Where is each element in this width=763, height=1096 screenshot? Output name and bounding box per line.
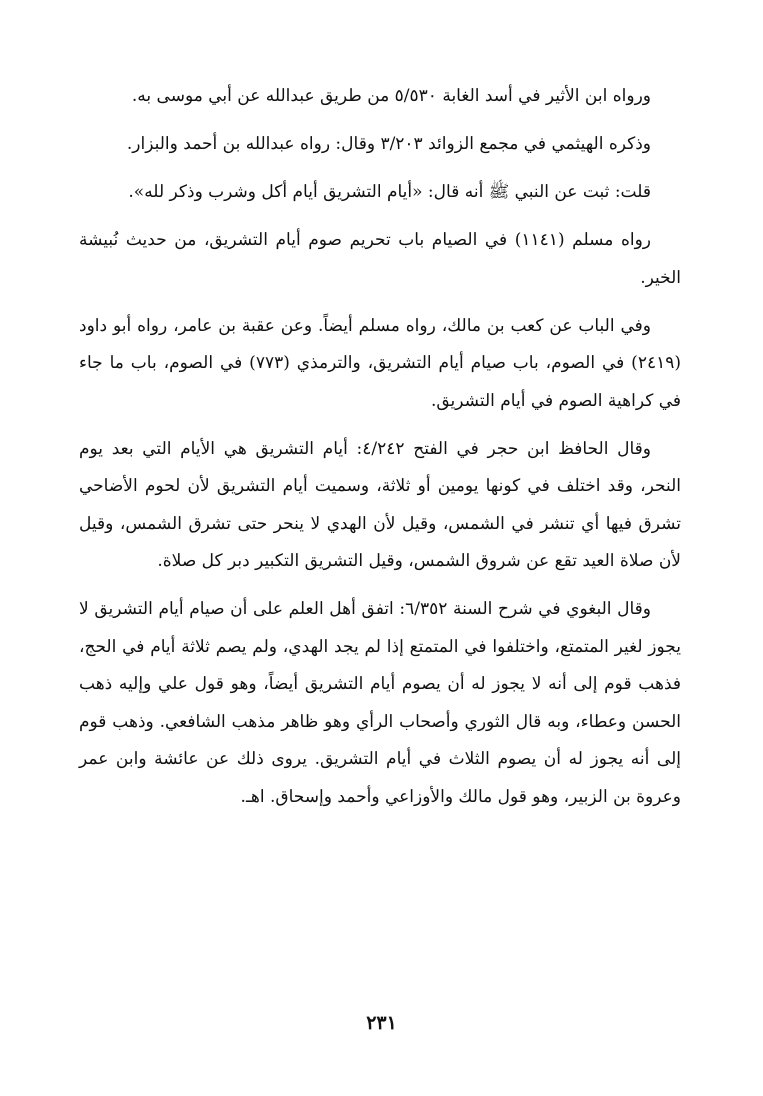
paragraph-muslim-narration: رواه مسلم (١١٤١) في الصيام باب تحريم صوم أيام التشريق، من حديث نُبيشة الخير.	[79, 230, 681, 288]
page-number: ٢٣١	[366, 1012, 397, 1034]
paragraph-ibn-hajar: وقال الحافظ ابن حجر في الفتح ٤/٢٤٢: أيام التشريق هي الأيام التي بعد يوم النحر، وقد اختلف في كونها يومين أو ثلاثة، وسميت أيام التشريق لأن لحوم الأضاحي تشرق فيها أي تنشر في الشمس، وقيل لأن الهدي لا ينحر حتى تشرق الشمس، وقيل لأن صلاة العيد تقع عن شروق الشمس، وقيل التشريق التكبير دبر كل صلاة.	[79, 438, 681, 571]
paragraph-haythami: وذكره الهيثمي في مجمع الزوائد ٣/٢٠٣ وقال: رواه عبدالله بن أحمد والبزار.	[126, 134, 651, 154]
paragraph-baghawi: وقال البغوي في شرح السنة ٦/٣٥٢: اتفق أهل العلم على أن صيام أيام التشريق لا يجوز لغير المتمتع، واختلفوا في المتمتع إذا لم يجد الهدي، ولم يصم ثلاثة أيام في الحج، فذهب قوم إلى أنه لا يجوز له أن يصوم أيام التشريق أيضاً، وهو قول علي وإليه ذهب الحسن وعطاء، وبه قال الثوري وأصحاب الرأي وهو ظاهر مذهب الشافعي. وذهب قوم إلى أنه يجوز له أن يصوم الثلاث في أيام التشريق. يروى ذلك عن عائشة وابن عمر وعروة بن الزبير، وهو قول مالك والأوزاعي وأحمد وإسحاق. اهـ.	[79, 599, 681, 807]
paragraph-ibn-al-athir: ورواه ابن الأثير في أسد الغابة ٥/٥٣٠ من طريق عبدالله عن أبي موسى به.	[131, 86, 651, 106]
paragraph-hadith-quote: قلت: ثبت عن النبي ﷺ أنه قال: «أيام التشريق أيام أكل وشرب وذكر لله».	[128, 182, 651, 202]
paragraph-related-narrations: وفي الباب عن كعب بن مالك، رواه مسلم أيضاً. وعن عقبة بن عامر، رواه أبو داود (٢٤١٩) في الصوم، باب صيام أيام التشريق، والترمذي (٧٧٣) في الصوم، باب ما جاء في كراهية الصوم في أيام التشريق.	[79, 315, 681, 411]
page-body	[79, 78, 681, 827]
